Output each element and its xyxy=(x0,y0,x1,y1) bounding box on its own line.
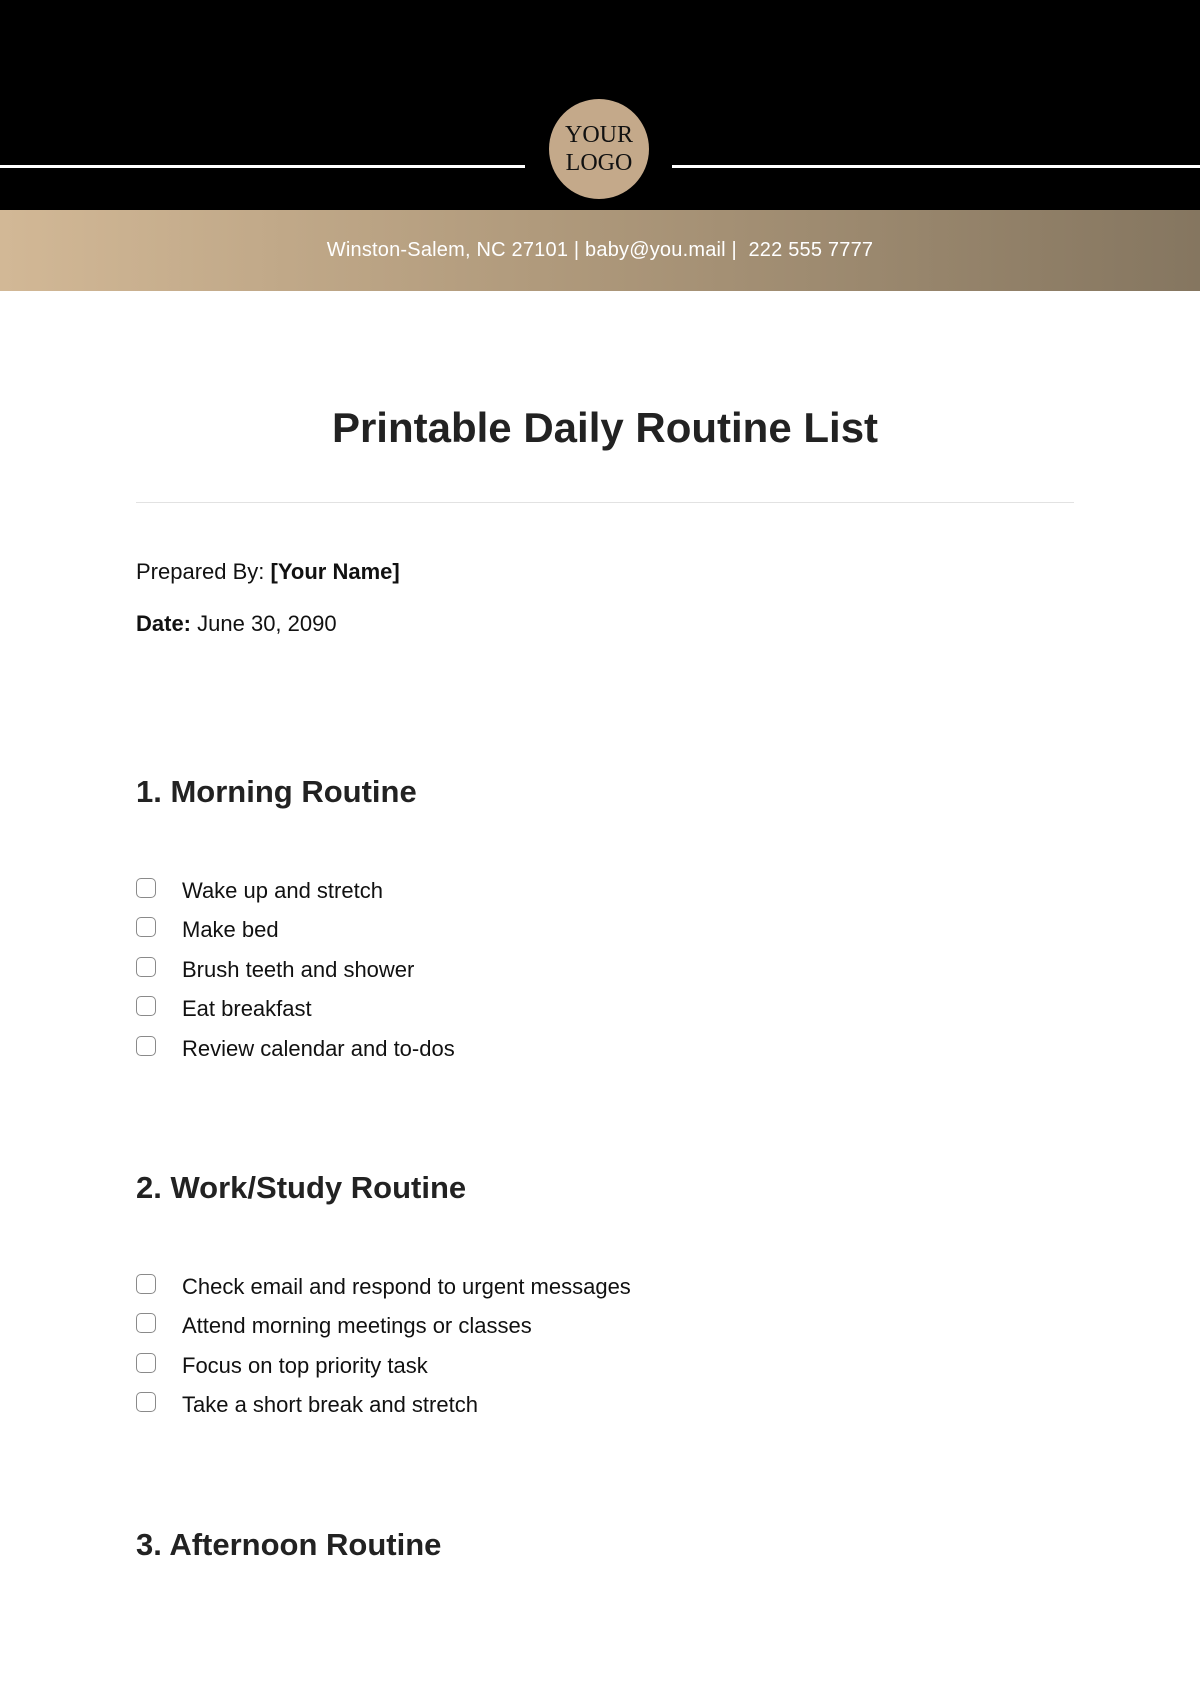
contact-band xyxy=(0,210,1200,291)
list-item xyxy=(136,1386,631,1426)
checkbox[interactable] xyxy=(136,1392,156,1412)
list-item xyxy=(136,1307,631,1347)
list-item-label: Attend morning meetings or classes xyxy=(182,1313,532,1339)
logo-line-1: YOUR xyxy=(564,122,633,148)
section-title-afternoon-routine: 3. Afternoon Routine xyxy=(136,1527,442,1562)
prepared-by-label: Prepared By: xyxy=(136,559,265,584)
date-value: June 30, 2090 xyxy=(197,611,337,636)
prepared-by xyxy=(136,557,400,587)
logo xyxy=(549,99,649,199)
list-item-label: Focus on top priority task xyxy=(182,1352,428,1378)
list-item xyxy=(136,1346,631,1386)
list-item-label: Make bed xyxy=(182,917,279,943)
checkbox[interactable] xyxy=(136,1274,156,1294)
list-item xyxy=(136,911,455,951)
list-item xyxy=(136,871,455,911)
list-item xyxy=(136,990,455,1030)
section-title-morning-routine: 1. Morning Routine xyxy=(136,774,417,809)
date-label: Date: xyxy=(136,611,192,636)
page-title: Printable Daily Routine List xyxy=(331,404,879,451)
title-divider xyxy=(136,502,1074,503)
checkbox[interactable] xyxy=(136,1313,156,1333)
list-item-label: Brush teeth and shower xyxy=(182,956,415,982)
list-item-label: Review calendar and to-dos xyxy=(182,1035,455,1061)
list-item-label: Wake up and stretch xyxy=(182,877,383,903)
list-item-label: Eat breakfast xyxy=(182,996,312,1022)
contact-info: Winston-Salem, NC 27101 | baby@you.mail | 222 555 7777 xyxy=(326,239,874,261)
header-rule-left xyxy=(0,165,525,168)
header-rule-right xyxy=(672,165,1200,168)
checkbox[interactable] xyxy=(136,957,156,977)
prepared-by-value: [Your Name] xyxy=(270,559,400,584)
checkbox[interactable] xyxy=(136,996,156,1016)
checkbox[interactable] xyxy=(136,1353,156,1373)
list-item xyxy=(136,950,455,990)
checklist-morning-routine xyxy=(136,871,455,1069)
checkbox[interactable] xyxy=(136,878,156,898)
list-item xyxy=(136,1029,455,1069)
checkbox[interactable] xyxy=(136,1036,156,1056)
document-date xyxy=(136,609,337,639)
section-title-work-study-routine: 2. Work/Study Routine xyxy=(136,1170,467,1205)
list-item xyxy=(136,1267,631,1307)
logo-line-2: LOGO xyxy=(565,150,633,176)
checkbox[interactable] xyxy=(136,917,156,937)
list-item-label: Check email and respond to urgent messages xyxy=(182,1273,631,1299)
list-item-label: Take a short break and stretch xyxy=(182,1392,478,1418)
checklist-work-study-routine xyxy=(136,1267,631,1425)
